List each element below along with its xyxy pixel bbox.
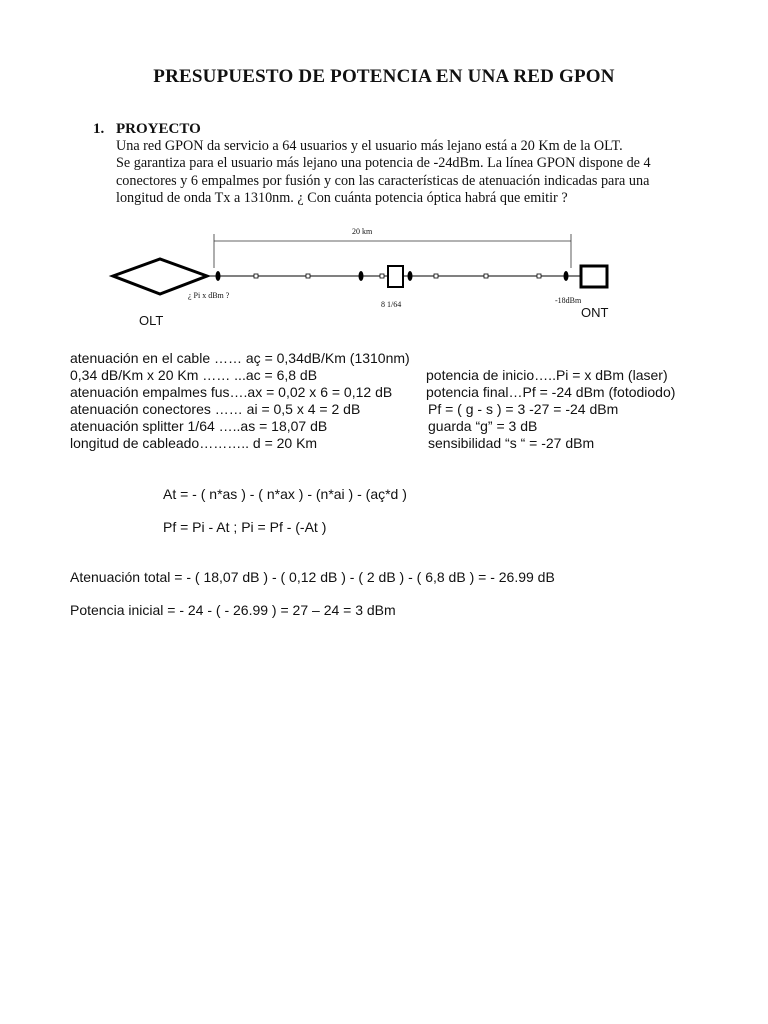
splice-6-icon (537, 274, 541, 278)
connector-2-icon (359, 271, 364, 281)
pi-label: ¿ Pi x dBm ? (188, 291, 230, 300)
section-heading: PROYECTO (116, 121, 201, 137)
ont-label: ONT (581, 305, 609, 320)
intro-line-2: Se garantiza para el usuario más lejano una potencia de -24dBm. La línea GPON dispone de 4 (116, 155, 651, 171)
connector-4-icon (564, 271, 569, 281)
param-connector-attenuation: atenuación conectores …… ai = 0,5 x 4 = 2 dB (70, 401, 361, 417)
splitter-label: 8 1/64 (381, 300, 402, 309)
splice-3-icon (380, 274, 384, 278)
formula-at: At = - ( n*as ) - ( n*ax ) - (n*ai ) - (aç*d ) (163, 486, 407, 502)
result-total-attenuation: Atenuación total = - ( 18,07 dB ) - ( 0,12 dB ) - ( 2 dB ) - ( 6,8 dB ) = - 26.99 dB (70, 569, 555, 585)
intro-line-1: Una red GPON da servicio a 64 usuarios y el usuario más lejano está a 20 Km de la OLT. (116, 138, 623, 154)
param-initial-power: potencia de inicio…..Pi = x dBm (laser) (426, 367, 668, 383)
splice-4-icon (434, 274, 438, 278)
page-title: PRESUPUESTO DE POTENCIA EN UNA RED GPON (153, 66, 615, 87)
param-splice-attenuation: atenuación empalmes fus….ax = 0,02 x 6 = 0,12 dB (70, 384, 393, 400)
param-guard: guarda “g” = 3 dB (428, 418, 538, 434)
param-final-power: potencia final…Pf = -24 dBm (fotodiodo) (426, 384, 676, 400)
param-sensitivity: sensibilidad “s “ = -27 dBm (428, 435, 595, 451)
param-cable-attenuation: atenuación en el cable …… aç = 0,34dB/Km (1310nm) (70, 350, 410, 366)
gpon-network-diagram (0, 0, 768, 340)
ont-icon (581, 266, 607, 287)
connector-3-icon (408, 271, 413, 281)
formula-pf: Pf = Pi - At ; Pi = Pf - (-At ) (163, 519, 327, 535)
section-number: 1. (93, 121, 105, 137)
splice-5-icon (484, 274, 488, 278)
olt-label: OLT (139, 313, 164, 328)
connector-1-icon (216, 271, 221, 281)
splice-2-icon (306, 274, 310, 278)
param-cable-total: 0,34 dB/Km x 20 Km …… ...ac = 6,8 dB (70, 367, 318, 383)
splice-1-icon (254, 274, 258, 278)
distance-label: 20 km (352, 227, 373, 236)
olt-icon (113, 259, 207, 294)
ont-power-label: -18dBm (555, 296, 582, 305)
intro-line-3: conectores y 6 empalmes por fusión y con las características de atenuación indicadas para una (116, 173, 650, 189)
param-pf-formula: Pf = ( g - s ) = 3 -27 = -24 dBm (428, 401, 619, 417)
result-initial-power: Potencia inicial = - 24 - ( - 26.99 ) = 27 – 24 = 3 dBm (70, 602, 396, 618)
param-splitter-attenuation: atenuación splitter 1/64 …..as = 18,07 dB (70, 418, 328, 434)
intro-line-4: longitud de onda Tx a 1310nm. ¿ Con cuánta potencia óptica habrá que emitir ? (116, 190, 568, 206)
param-cable-length: longitud de cableado……….. d = 20 Km (70, 435, 318, 451)
splitter-icon (388, 266, 403, 287)
